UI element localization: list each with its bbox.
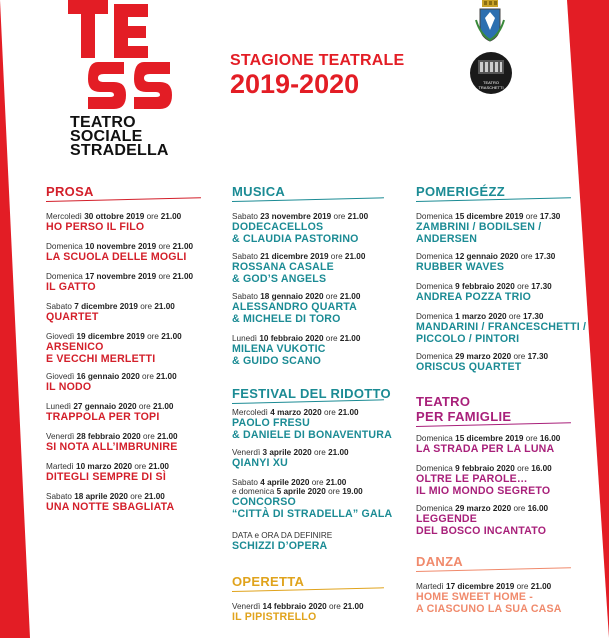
event-subtitle: & GUIDO SCANO xyxy=(232,355,322,367)
event-date-value: 23 novembre 2019 xyxy=(260,212,332,221)
event-line2-time: 19.00 xyxy=(342,487,363,496)
event-time: 21.00 xyxy=(160,212,182,221)
event-day: Lunedì xyxy=(46,402,72,411)
event-line2-pre: e domenica xyxy=(232,487,275,496)
event-time: 17.30 xyxy=(534,252,556,261)
event-day: Domenica xyxy=(416,312,453,321)
event-time: 21.00 xyxy=(154,302,175,311)
section-title-prosa: PROSA xyxy=(46,184,94,199)
event-date xyxy=(232,212,368,221)
event-ore: ore xyxy=(325,292,338,301)
event-title: MILENA VUKOTIC xyxy=(232,343,326,355)
event-time: 17.30 xyxy=(531,282,552,291)
event-title: MANDARINI / FRANCESCHETTI / xyxy=(416,321,587,333)
section-title-musica: MUSICA xyxy=(232,184,286,199)
partner-logo-text: TEATRO TRASCHETTI xyxy=(478,80,504,90)
city-crest-icon xyxy=(474,0,506,42)
event-day: Sabato xyxy=(232,292,258,301)
event-date xyxy=(416,212,560,221)
event-ore: ore xyxy=(142,432,155,441)
event-date xyxy=(46,402,174,411)
event-time: 17.30 xyxy=(527,352,549,361)
event-ore: ore xyxy=(146,212,159,221)
event-date xyxy=(46,272,193,281)
event-ore: ore xyxy=(508,312,521,321)
event-date xyxy=(416,252,555,261)
logo-line-2: SOCIALE xyxy=(70,128,143,145)
event-subtitle: & GOD’S ANGELS xyxy=(232,273,327,285)
event-day: Sabato xyxy=(46,302,72,311)
event-ore: ore xyxy=(330,252,343,261)
event-title: ARSENICO xyxy=(46,341,104,353)
event-date xyxy=(46,462,169,471)
partner-theatre-logo xyxy=(470,52,512,94)
event-date xyxy=(232,531,332,540)
event-subtitle: DEL BOSCO INCANTATO xyxy=(416,525,547,537)
logo-line-1: TEATRO xyxy=(70,114,136,131)
event-date xyxy=(416,434,560,443)
section-musica xyxy=(232,184,384,202)
event-time: 21.00 xyxy=(172,272,194,281)
event-date-value: 10 novembre 2019 xyxy=(85,242,157,251)
event-day: DATA e ORA DA DEFINIRE xyxy=(232,531,333,540)
event-date xyxy=(232,408,392,417)
event-title: OLTRE LE PAROLE… xyxy=(416,473,528,485)
event-date-value: 4 marzo 2020 xyxy=(270,408,322,417)
logo-wordmark xyxy=(70,116,169,158)
event-item xyxy=(46,272,193,293)
section-title-festival: FESTIVAL DEL RIDOTTO xyxy=(232,386,391,401)
event-day: Martedì xyxy=(416,582,444,591)
event-ore: ore xyxy=(311,478,324,487)
event-title: LA SCUOLA DELLE MOGLI xyxy=(46,251,187,263)
event-title: ROSSANA CASALE xyxy=(232,261,334,273)
event-ore: ore xyxy=(147,332,159,341)
event-item xyxy=(46,242,193,263)
event-item xyxy=(46,302,175,323)
event-item xyxy=(232,408,392,441)
event-ore: ore xyxy=(333,212,346,221)
event-item xyxy=(416,582,562,615)
event-date-value: 17 dicembre 2019 xyxy=(446,582,515,591)
event-time: 16.00 xyxy=(527,504,549,513)
event-time: 16.00 xyxy=(539,434,561,443)
event-ore: ore xyxy=(140,302,153,311)
event-time: 21.00 xyxy=(148,462,169,471)
event-date xyxy=(46,492,174,501)
event-date-value: 29 marzo 2020 xyxy=(455,504,512,513)
section-festival xyxy=(232,386,391,404)
event-date-value: 27 gennaio 2020 xyxy=(73,402,137,411)
season-years: 2019-2020 xyxy=(230,69,360,99)
event-day: Domenica xyxy=(416,282,453,291)
event-ore: ore xyxy=(525,434,538,443)
event-item xyxy=(46,212,181,233)
event-item xyxy=(232,334,360,367)
event-date-value: 15 dicembre 2019 xyxy=(455,434,524,443)
event-date xyxy=(232,448,349,457)
event-subtitle: E VECCHI MERLETTI xyxy=(46,353,156,365)
event-title: DODECACELLOS xyxy=(232,221,324,233)
event-item xyxy=(46,372,177,393)
event-ore: ore xyxy=(517,282,529,291)
event-time: 21.00 xyxy=(157,432,178,441)
event-item xyxy=(416,212,560,245)
event-title: QIANYI XU xyxy=(232,457,288,469)
event-date xyxy=(232,292,360,301)
event-ore: ore xyxy=(158,272,171,281)
event-title: ANDREA POZZA TRIO xyxy=(416,291,532,303)
section-danza xyxy=(416,554,571,572)
event-title: TRAPPOLA PER TOPI xyxy=(46,411,160,423)
event-title: RUBBER WAVES xyxy=(416,261,505,273)
event-day: Sabato xyxy=(232,212,258,221)
section-prosa xyxy=(46,184,201,202)
logo-line-3: STRADELLA xyxy=(70,142,169,159)
event-day: Domenica xyxy=(416,212,453,221)
event-date-value: 10 marzo 2020 xyxy=(76,462,133,471)
event-date-value: 10 febbraio 2020 xyxy=(259,334,324,343)
event-ore: ore xyxy=(142,372,154,381)
event-item xyxy=(416,352,548,373)
event-date-value: 18 gennaio 2020 xyxy=(260,292,324,301)
event-time: 21.00 xyxy=(156,372,177,381)
event-title: HO PERSO IL FILO xyxy=(46,221,145,233)
theatre-facade-icon xyxy=(470,52,512,80)
event-day: Mercoledì xyxy=(232,408,268,417)
event-date-value: 9 febbraio 2020 xyxy=(455,464,515,473)
section-pomeriggi xyxy=(416,184,571,202)
event-date-value: 18 aprile 2020 xyxy=(74,492,128,501)
event-time: 21.00 xyxy=(343,602,364,611)
event-ore: ore xyxy=(520,252,533,261)
event-date-value: 17 novembre 2019 xyxy=(85,272,157,281)
event-title: ORISCUS QUARTET xyxy=(416,361,522,373)
event-day: Venerdì xyxy=(232,448,261,457)
event-title: SCHIZZI D’OPERA xyxy=(232,540,328,552)
event-subtitle: & CLAUDIA PASTORINO xyxy=(232,233,359,245)
event-line2-date: 5 aprile 2020 xyxy=(276,487,326,496)
event-day: Domenica xyxy=(46,242,83,251)
event-title: ALESSANDRO QUARTA xyxy=(232,301,358,313)
section-title-famiglie-1: TEATRO xyxy=(416,394,471,409)
event-date-value: 9 febbraio 2020 xyxy=(455,282,515,291)
event-date-value: 4 aprile 2020 xyxy=(260,478,310,487)
event-time: 21.00 xyxy=(328,448,349,457)
event-date-value: 3 aprile 2020 xyxy=(262,448,312,457)
event-day: Domenica xyxy=(416,252,453,261)
event-date-value: 30 ottobre 2019 xyxy=(84,212,145,221)
section-famiglie xyxy=(416,394,571,427)
event-ore: ore xyxy=(525,212,538,221)
event-time: 21.00 xyxy=(530,582,552,591)
event-time: 21.00 xyxy=(172,242,194,251)
event-item xyxy=(46,432,178,453)
event-date-value: 7 dicembre 2019 xyxy=(74,302,138,311)
event-item xyxy=(416,252,555,273)
event-day: Domenica xyxy=(416,352,453,361)
event-date xyxy=(232,252,365,261)
event-subtitle: IL MIO MONDO SEGRETO xyxy=(416,485,551,497)
event-item xyxy=(46,462,169,483)
event-day: Domenica xyxy=(416,464,453,473)
event-subtitle: “CITTÀ DI STRADELLA” GALA xyxy=(232,508,393,520)
tess-logo xyxy=(68,0,186,110)
event-ore: ore xyxy=(138,402,151,411)
event-title: DITEGLI SEMPRE DI SÌ xyxy=(46,471,166,483)
event-item xyxy=(232,212,368,245)
event-day: Sabato xyxy=(232,478,258,487)
event-date xyxy=(416,352,548,361)
event-ore: ore xyxy=(313,448,326,457)
event-time: 21.00 xyxy=(339,292,361,301)
event-day: Mercoledì xyxy=(46,212,82,221)
event-date-secondary xyxy=(232,487,392,496)
event-ore: ore xyxy=(517,464,529,473)
section-title-danza: DANZA xyxy=(416,554,463,569)
event-day: Giovedì xyxy=(46,332,75,341)
event-day: Giovedì xyxy=(46,372,75,381)
event-time: 17.30 xyxy=(523,312,544,321)
event-date-value: 15 dicembre 2019 xyxy=(455,212,524,221)
event-date-value: 28 febbraio 2020 xyxy=(76,432,141,441)
event-time: 21.00 xyxy=(347,212,369,221)
section-title-famiglie-2: PER FAMIGLIE xyxy=(416,409,512,424)
event-ore: ore xyxy=(130,492,143,501)
event-date xyxy=(232,478,392,487)
event-title: QUARTET xyxy=(46,311,99,323)
event-item xyxy=(232,478,392,520)
event-title: ZAMBRINI / BODILSEN / xyxy=(416,221,542,233)
event-title: LEGGENDE xyxy=(416,513,478,525)
event-time: 17.30 xyxy=(539,212,561,221)
event-date-value: 12 gennaio 2020 xyxy=(455,252,519,261)
event-date xyxy=(416,582,562,591)
event-subtitle: PICCOLO / PINTORI xyxy=(416,333,520,345)
event-time: 21.00 xyxy=(344,252,366,261)
event-title: IL GATTO xyxy=(46,281,96,293)
event-date xyxy=(46,432,178,441)
event-title: CONCORSO xyxy=(232,496,296,508)
event-date-value: 14 febbraio 2020 xyxy=(262,602,327,611)
event-time: 21.00 xyxy=(338,408,359,417)
event-ore: ore xyxy=(328,602,341,611)
event-date xyxy=(46,212,181,221)
event-date-value: 19 dicembre 2019 xyxy=(76,332,145,341)
event-item xyxy=(232,448,349,469)
event-title: IL PIPISTRELLO xyxy=(232,611,317,623)
section-title-pomeriggi: POMERIGÉZZ xyxy=(416,184,505,199)
event-item xyxy=(46,402,174,423)
event-title: UNA NOTTE SBAGLIATA xyxy=(46,501,175,513)
event-title: PAOLO FRESU xyxy=(232,417,310,429)
event-date xyxy=(46,242,193,251)
event-day: Venerdì xyxy=(232,602,261,611)
event-item xyxy=(416,504,548,537)
event-time: 21.00 xyxy=(161,332,182,341)
event-time: 21.00 xyxy=(325,478,347,487)
event-time: 16.00 xyxy=(531,464,552,473)
event-day: Lunedì xyxy=(232,334,258,343)
event-item xyxy=(232,602,364,623)
event-ore: ore xyxy=(158,242,171,251)
section-operetta xyxy=(232,574,384,592)
event-day: Sabato xyxy=(232,252,258,261)
event-date-value: 29 marzo 2020 xyxy=(455,352,512,361)
event-item xyxy=(232,292,360,325)
event-item xyxy=(416,434,560,455)
season-label: STAGIONE TEATRALE xyxy=(230,52,405,69)
event-date xyxy=(232,334,360,343)
event-line2-ore: ore xyxy=(328,487,340,496)
event-day: Martedì xyxy=(46,462,74,471)
event-date xyxy=(46,332,182,341)
event-ore: ore xyxy=(513,352,526,361)
event-day: Domenica xyxy=(416,504,453,513)
event-day: Domenica xyxy=(46,272,83,281)
event-date-value: 1 marzo 2020 xyxy=(455,312,507,321)
event-item xyxy=(46,332,182,365)
section-title-operetta: OPERETTA xyxy=(232,574,305,589)
event-title: LA STRADA PER LA LUNA xyxy=(416,443,555,455)
event-subtitle: A CIASCUNO LA SUA CASA xyxy=(416,603,562,615)
event-date-value: 16 gennaio 2020 xyxy=(76,372,140,381)
event-date xyxy=(416,282,552,291)
event-title: SI NOTA ALL’IMBRUNIRE xyxy=(46,441,178,453)
event-item xyxy=(416,312,586,345)
event-subtitle: & MICHELE DI TORO xyxy=(232,313,341,325)
event-item xyxy=(232,252,365,285)
event-time: 21.00 xyxy=(339,334,361,343)
event-ore: ore xyxy=(134,462,147,471)
event-date xyxy=(46,302,175,311)
event-item xyxy=(416,282,552,303)
event-ore: ore xyxy=(516,582,529,591)
event-time: 21.00 xyxy=(144,492,165,501)
event-date xyxy=(416,464,552,473)
event-date-value: 21 dicembre 2019 xyxy=(260,252,329,261)
event-subtitle: & DANIELE DI BONAVENTURA xyxy=(232,429,392,441)
season-heading xyxy=(230,52,404,100)
event-day: Venerdì xyxy=(46,432,75,441)
event-item xyxy=(46,492,174,513)
event-date xyxy=(416,504,548,513)
event-day: Domenica xyxy=(416,434,453,443)
event-date xyxy=(46,372,177,381)
event-item xyxy=(416,464,552,497)
event-date xyxy=(416,312,586,321)
left-red-stripe xyxy=(0,0,30,638)
event-ore: ore xyxy=(323,408,336,417)
event-ore: ore xyxy=(513,504,526,513)
event-day: Sabato xyxy=(46,492,72,501)
event-subtitle: ANDERSEN xyxy=(416,233,478,245)
event-ore: ore xyxy=(325,334,338,343)
event-time: 21.00 xyxy=(153,402,174,411)
event-title: HOME SWEET HOME - xyxy=(416,591,533,603)
event-title: IL NODO xyxy=(46,381,92,393)
event-date xyxy=(232,602,364,611)
event-item xyxy=(232,531,332,552)
